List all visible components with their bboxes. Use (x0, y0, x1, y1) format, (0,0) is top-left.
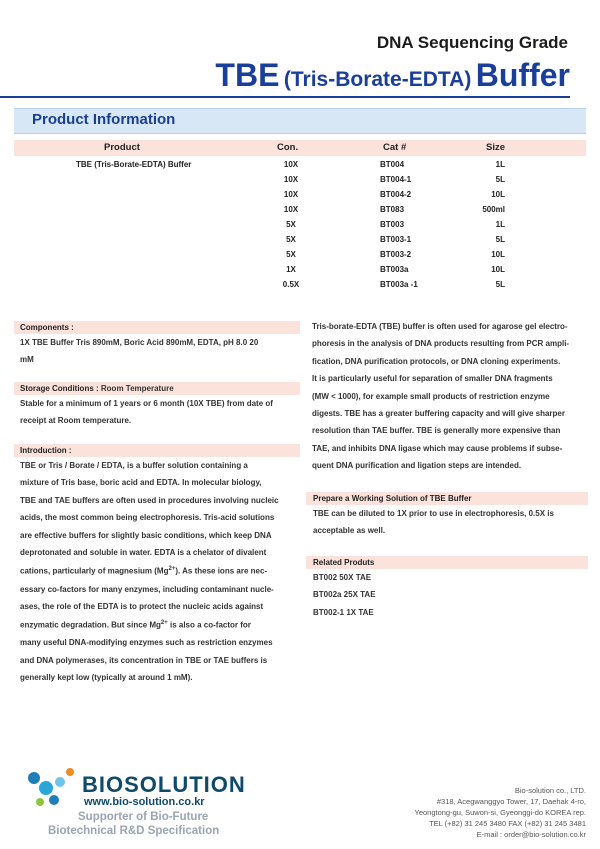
title-paren: (Tris-Borate-EDTA) (283, 68, 472, 91)
working-solution-text (313, 505, 581, 540)
cat-cell: BT004-2 (380, 190, 412, 199)
title-end: Buffer (475, 57, 570, 93)
size-cell: 10L (491, 250, 505, 259)
text-line: generally kept low (typically at around 1 mM). (20, 673, 193, 683)
product-info-heading: Product Information (32, 111, 176, 128)
list-item: BT002a 25X TAE (313, 590, 376, 600)
brand-name: BIOSOLUTION (82, 772, 246, 797)
text-line: It is particularly useful for separation of smaller DNA fragments (312, 374, 553, 384)
col-product: Product (104, 142, 140, 153)
address-line-2: Yeongtong-gu, Suwon-si, Gyeonggi-do KOREA rep. (414, 808, 586, 817)
col-size: Size (486, 142, 506, 153)
grade-label: DNA Sequencing Grade (376, 33, 568, 52)
con-cell: 10X (283, 190, 299, 199)
company-name: Bio-solution co., LTD. (514, 786, 586, 795)
cat-cell: BT003a (380, 265, 409, 274)
col-cat: Cat # (383, 142, 407, 153)
text-line: TBE or Tris / Borate / EDTA, is a buffer solution containing a (20, 461, 248, 470)
size-cell: 10L (491, 190, 505, 199)
text-line: quent DNA purification and ligation steps are intended. (312, 461, 522, 471)
con-cell: 10X (283, 175, 299, 184)
product-name-cell: TBE (Tris-Borate-EDTA) Buffer (76, 160, 192, 169)
text-line: Tris-borate-EDTA (TBE) buffer is often used for agarose gel electro- (312, 322, 568, 331)
con-cell: 5X (286, 250, 296, 259)
col-con: Con. (277, 142, 299, 153)
text-line: receipt at Room temperature. (20, 416, 132, 426)
text-line: cations, particularly of magnesium $(Mg^{2+})$. As these ions are nec- (20, 566, 268, 577)
text-line: ases, the role of the EDTA is to protect the nucleic acids against (20, 601, 264, 611)
size-cell: 1L (495, 160, 505, 169)
slogan-line-1: Supporter of Bio-Future (78, 811, 209, 823)
slogan-line-2: Biotechnical R&D Specification (48, 825, 220, 837)
list-item: BT002 50X TAE (313, 573, 372, 582)
tel-fax: TEL (+82) 31 245 3480 FAX (+82) 31 245 3481 (429, 819, 586, 828)
text-line: acceptable as well. (313, 526, 386, 536)
cat-cell: BT004-1 (380, 175, 412, 184)
cat-cell: BT003-2 (380, 250, 412, 259)
text-line: digests. TBE has a greater buffering capacity and will give sharper (312, 409, 565, 419)
title-main: TBE (215, 57, 280, 93)
size-cell: 5L (495, 280, 505, 289)
text-line: many useful DNA-modifying enzymes such as restriction enzymes (20, 638, 273, 648)
text-line: are effective buffers for slightly basic conditions, which keep DNA (20, 530, 272, 540)
size-cell: 1L (495, 220, 505, 229)
text-line: phoresis in the analysis of DNA products resulting from PCR ampli- (312, 339, 570, 349)
text-line: essary co-factors for many enzymes, including contaminant nucle- (20, 584, 274, 594)
storage-label: Storage Conditions : (20, 384, 99, 393)
text-line: acids, the most common being electrophoresis. Tris-acid solutions (20, 513, 275, 523)
introduction-heading: Introduction : (20, 446, 72, 455)
con-cell: 10X (283, 205, 299, 214)
website-link[interactable]: www.bio-solution.co.kr (84, 796, 205, 808)
text-line: TBE can be diluted to 1X prior to use in electrophoresis, 0.5X is (313, 509, 554, 518)
cat-cell: BT004 (380, 160, 405, 169)
list-item: BT002-1 1X TAE (313, 607, 374, 617)
storage-text (20, 395, 290, 430)
working-solution-heading: Prepare a Working Solution of TBE Buffer (313, 494, 472, 503)
con-cell: 10X (283, 160, 299, 169)
text-line: mixture of Tris base, boric acid and EDTA. In molecular biology, (20, 478, 262, 488)
title-rule (0, 96, 570, 98)
email-link[interactable]: E-mail : order@bio-solution.co.kr (476, 830, 586, 839)
components-text (20, 334, 290, 369)
text-line: 1X TBE Buffer Tris 890mM, Boric Acid 890mM, EDTA, pH 8.0 20 (20, 338, 259, 347)
cat-cell: BT003 (380, 220, 405, 229)
components-heading: Components : (20, 323, 74, 332)
text-line: mM (20, 355, 34, 365)
size-cell: 10L (491, 265, 505, 274)
text-line: Stable for a minimum of 1 years or 6 month (10X TBE) from date of (20, 399, 273, 408)
storage-heading (20, 384, 174, 393)
text-line: deprotonated and soluble in water. EDTA is a chelator of divalent (20, 548, 267, 558)
con-cell: 5X (286, 235, 296, 244)
text-line: TBE and TAE buffers are often used in procedures involving nucleic (20, 495, 279, 505)
cat-cell: BT083 (380, 205, 405, 214)
storage-value: Room Temperature (98, 384, 174, 393)
cat-cell: BT003a -1 (380, 280, 418, 289)
size-cell: 5L (495, 235, 505, 244)
text-line: TAE, and inhibits DNA ligase which may cause problems if subse- (312, 443, 563, 453)
con-cell: 1X (286, 265, 296, 274)
cat-cell: BT003-1 (380, 235, 412, 244)
size-cell: 5L (495, 175, 505, 184)
text-line: enzymatic degradation. But since $Mg^{2+}$ is also a co-factor for (20, 620, 251, 630)
text-line: resolution than TAE buffer. TBE is generally more expensive than (312, 426, 561, 436)
product-title (215, 58, 570, 99)
con-cell: 0.5X (282, 280, 300, 289)
related-list (313, 569, 581, 621)
description-text (312, 318, 580, 475)
con-cell: 5X (286, 220, 296, 229)
address-line-1: #318, Acegwanggyo Tower, 17, Daehak 4-ro, (436, 797, 586, 806)
text-line: and DNA polymerases, its concentration in TBE or TAE buffers is (20, 655, 268, 665)
text-line: (MW < 1000), for example small products of restriction enzyme (312, 391, 550, 401)
text-line: fication, DNA purification protocols, or DNA cloning experiments. (312, 356, 561, 366)
related-heading: Related Produts (313, 558, 375, 567)
size-cell: 500ml (482, 205, 505, 214)
introduction-text (20, 457, 286, 687)
